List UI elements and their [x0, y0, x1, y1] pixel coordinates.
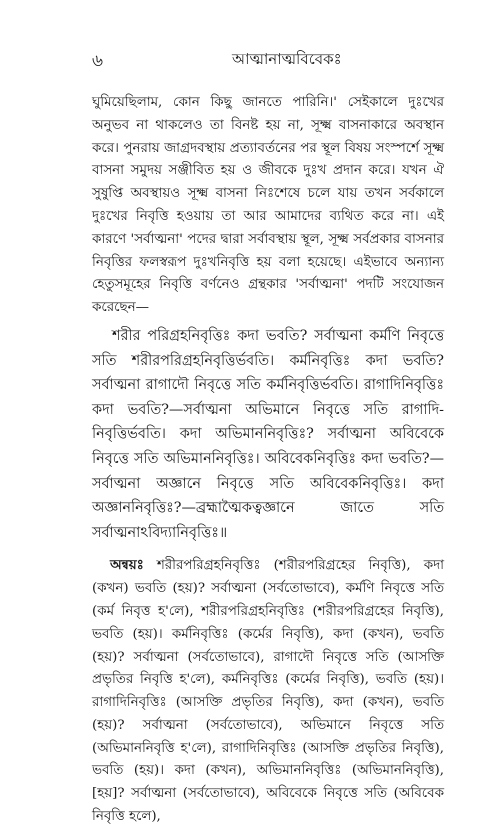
- page-header: [92, 48, 438, 72]
- commentary-paragraph: ঘুমিয়েছিলাম, কোন কিছু জানতে পারিনি।' সেইকালে দুঃখের অনুভব না থাকলেও তা বিনষ্ট হয় না, সূক্ষ্ম বাসনাকারে অবস্থান করে। পুনরায় জাগ্রদবস্থায় প্রত্যাবর্তনের পর স্থূল বিষয় সংস্পর্শে সূক্ষ্ম বাসনা সমুদয় সঞ্জীবিত হয় ও জীবকে দুঃখ প্রদান করে। যখন ঐ সুষুপ্তি অবস্থায়ও সূক্ষ্ম বাসনা নিঃশেষে চলে যায় তখন সর্বকালে দুঃখের নিবৃত্তি হওয়ায় তা আর আমাদের ব্যথিত করে না। এই কারণে 'সর্বাত্মনা' পদের দ্বারা সর্বাবস্থায় স্থূল, সূক্ষ্ম সর্বপ্রকার বাসনার নিবৃত্তির ফলস্বরূপ দুঃখনিবৃত্তি হয় বলা হয়েছে। এইভাবে অন্যান্য হেতুসমূহের নিবৃত্তি বর্ণনেও গ্রন্থকার 'সর্বাত্মনা' পদটি সংযোজন করেছেন—: [92, 95, 444, 316]
- sanskrit-verse-passage: শরীর পরিগ্রহনিবৃত্তিঃ কদা ভবতি? সর্বাত্মনা কর্মণি নিবৃত্তে সতি শরীরপরিগ্রহনিবৃত্তির্ভবতি। কর্মনিবৃত্তিঃ কদা ভবতি? সর্বাত্মনা রাগাদৌ নিবৃত্তে সতি কর্মনিবৃত্তির্ভবতি। রাগাদিনিবৃত্তিঃ কদা ভবতি?—সর্বাত্মনা অভিমানে নিবৃত্তে সতি রাগাদি-নিবৃত্তির্ভবতি। কদা অভিমাননিবৃত্তিঃ? সর্বাত্মনা অবিবেকে নিবৃত্তে সতি অভিমাননিবৃত্তিঃ। অবিবেকনিবৃত্তিঃ কদা ভবতি?—সর্বাত্মনা অজ্ঞানে নিবৃত্তে সতি অবিবেকনিবৃত্তিঃ। কদা অজ্ঞাননিবৃত্তিঃ?—ব্রহ্মাত্মৈকত্বজ্ঞানে জাতে সতি সর্বাত্মনাঽবিদ্যানিবৃত্তিঃ॥: [92, 327, 444, 541]
- running-title: আত্মানাত্মবিবেকঃ: [232, 50, 342, 68]
- page-number: ৬: [92, 51, 104, 71]
- anvaya-text: শরীরপরিগ্রহনিবৃত্তিঃ (শরীরপরিগ্রহের নিবৃত্তি), কদা (কখন) ভবতি (হয়)? সর্বাত্মনা (সর্বতোভাবে), কর্মণি নিবৃত্তে সতি (কর্ম নিবৃত্ত হ'লে), শরীরপরিগ্রহনিবৃত্তিঃ (শরীরপরিগ্রহের নিবৃত্তি), ভবতি (হয়)। কর্মনিবৃত্তিঃ (কর্মের নিবৃত্তি), কদা (কখন), ভবতি (হয়)? সর্বাত্মনা (সর্বতোভাবে), রাগাদৌ নিবৃত্তে সতি (আসক্তি প্রভৃতির নিবৃত্তি হ'লে), কর্মনিবৃত্তিঃ (কর্মের নিবৃত্তি), ভবতি (হয়)। রাগাদিনিবৃত্তিঃ (আসক্তি প্রভৃতির নিবৃত্তি), কদা (কখন), ভবতি (হয়)? সর্বাত্মনা (সর্বতোভাবে), অভিমানে নিবৃত্তে সতি (অভিমাননিবৃত্তি হ'লে), রাগাদিনিবৃত্তিঃ (আসক্তি প্রভৃতির নিবৃত্তি), ভবতি (হয়)। কদা (কখন), অভিমাননিবৃত্তিঃ (অভিমাননিবৃত্তি), [হয়]? সর্বাত্মনা (সর্বতোভাবে), অবিবেকে নিবৃত্তে সতি (অবিবেক নিবৃত্তি হলে),: [92, 558, 444, 825]
- anvaya-paragraph: [92, 554, 444, 829]
- anvaya-label: অন্বয়ঃ: [110, 557, 144, 574]
- body-text: [92, 92, 444, 829]
